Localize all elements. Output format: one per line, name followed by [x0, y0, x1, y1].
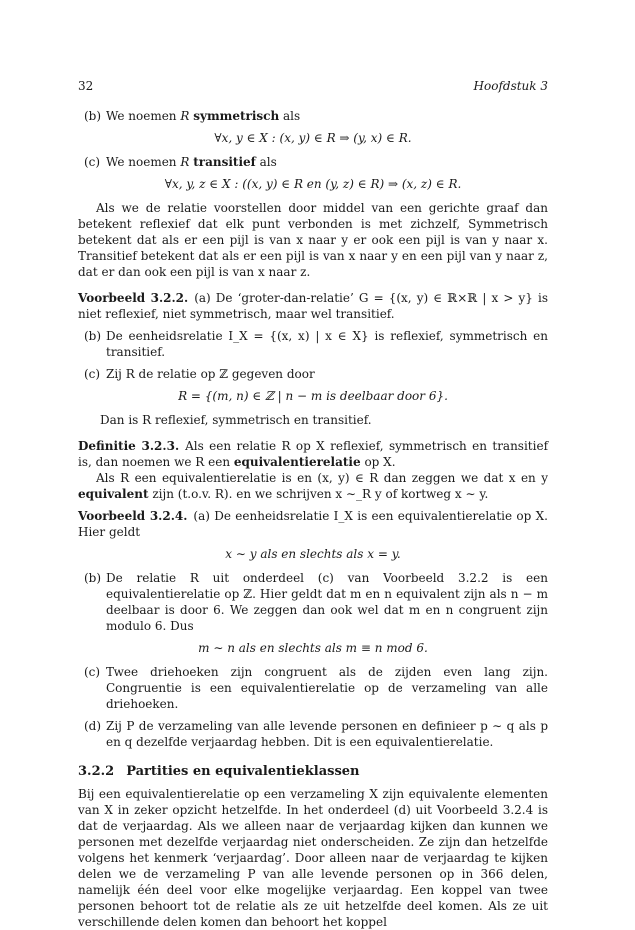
formula-mod6-relation: R = {(m, n) ∈ ℤ | n − m is deelbaar door 6}.	[178, 389, 448, 403]
term-equivalent: equivalent	[78, 487, 149, 501]
term-transitief: transitief	[193, 155, 256, 169]
item-text: We noemen R transitief als	[106, 155, 277, 169]
example-item-c: (c) Zij R de relatie op ℤ gegeven door	[84, 367, 315, 381]
chapter-title: Hoofdstuk 3	[473, 79, 548, 93]
example-item-b: (b) De eenheidsrelatie I_X = {(x, x) | x ∈ X} is reflexief, symmetrisch en transitief.	[84, 329, 548, 359]
paragraph-graph: Als we de relatie voorstellen door middel van een gerichte graaf dan betekent reflexief dat elk punt verbonden is met zichzelf, Symmetrisch betekent dat als er een pijl is van x naar y er ook een pijl is van y naar x. Transitief betekent dat als er een pijl is van x naar y en een pijl van y naar z, dat er dan ook een pijl is van x naar z.	[78, 201, 548, 279]
page-header	[78, 78, 548, 94]
example-item-d: (d) Zij P de verzameling van alle levende personen en definieer p ∼ q als p en q dezelfde verjaardag hebben. Dit is een equivalentierelatie.	[84, 719, 548, 749]
page-number: 32	[78, 79, 94, 93]
section-title: Partities en equivalentieklassen	[126, 764, 360, 779]
example-title: Voorbeeld 3.2.2.	[78, 291, 189, 305]
example-title: Voorbeeld 3.2.4.	[78, 509, 188, 523]
definition-equivalent: Als R een equivalentierelatie is en (x, y) ∈ R dan zeggen we dat x en y equivalent zijn (t.o.v. R). en we schrijven x ∼_R y of kortweg x ∼ y.	[78, 471, 548, 501]
example-item-a: (a) De ‘groter-dan-relatie’ G = {(x, y) ∈ ℝ×ℝ | x > y} is niet reflexief, niet symmetrisch, maar wel transitief.	[78, 291, 548, 321]
example-3-2-4	[78, 508, 548, 540]
item-text: We noemen R symmetrisch als	[106, 109, 301, 123]
section-number: 3.2.2	[78, 764, 115, 779]
example-3-2-2	[78, 290, 548, 322]
example-item-c-tail: Dan is R reflexief, symmetrisch en transitief.	[100, 413, 372, 427]
definition-3-2-3: Definitie 3.2.3. Als een relatie R op X reflexief, symmetrisch en transitief is, dan noemen we R een equivalentierelatie op X.	[78, 439, 549, 469]
section-heading	[78, 764, 548, 780]
term-equivalentierelatie: equivalentierelatie	[233, 455, 361, 469]
item-label: (c)	[84, 155, 101, 169]
definition-item-c	[78, 154, 548, 170]
formula-identity: x ∼ y als en slechts als x = y.	[225, 547, 401, 561]
item-label: (b)	[84, 109, 102, 123]
example-item-b: (b) De relatie R uit onderdeel (c) van Voorbeeld 3.2.2 is een equivalentierelatie op ℤ. Hier geldt dat m en n equivalent zijn als n − m deelbaar is door 6. We zeggen dan ook wel dat m en n congruent zijn modulo 6. Dus	[84, 571, 548, 633]
definition-item-b	[78, 108, 548, 124]
term-symmetrisch: symmetrisch	[193, 109, 280, 123]
page	[78, 78, 548, 930]
example-item-c: (c) Twee driehoeken zijn congruent als de zijden even lang zijn. Congruentie is een equivalentierelatie op de verzameling van alle driehoeken.	[84, 665, 548, 711]
formula-transitief: ∀x, y, z ∈ X : ((x, y) ∈ R en (y, z) ∈ R) ⇒ (x, z) ∈ R.	[164, 177, 462, 191]
definition-title: Definitie 3.2.3.	[78, 439, 180, 453]
formula-congruence: m ∼ n als en slechts als m ≡ n mod 6.	[198, 641, 428, 655]
formula-symmetrisch: ∀x, y ∈ X : (x, y) ∈ R ⇒ (y, x) ∈ R.	[214, 131, 412, 145]
section-paragraph: Bij een equivalentierelatie op een verzameling X zijn equivalente elementen van X in zeker opzicht hetzelfde. In het onderdeel (d) uit Voorbeeld 3.2.4 is dat de verjaardag. Als we alleen naar de verjaardag kijken dan kunnen we personen met dezelfde verjaardag niet onderscheiden. Ze zijn dan hetzelfde volgens het kenmerk ‘verjaardag’. Door alleen naar de verjaardag te kijken delen we de verzameling P van alle levende personen op in 366 delen, namelijk één deel voor elke mogelijke verjaardag. Een koppel van twee personen behoort tot de relatie als ze uit hetzelfde deel komen. Als ze uit verschillende delen komen dan behoort het koppel	[78, 787, 548, 929]
example-item-a: (a) De eenheidsrelatie I_X is een equivalentierelatie op X. Hier geldt	[78, 509, 548, 539]
